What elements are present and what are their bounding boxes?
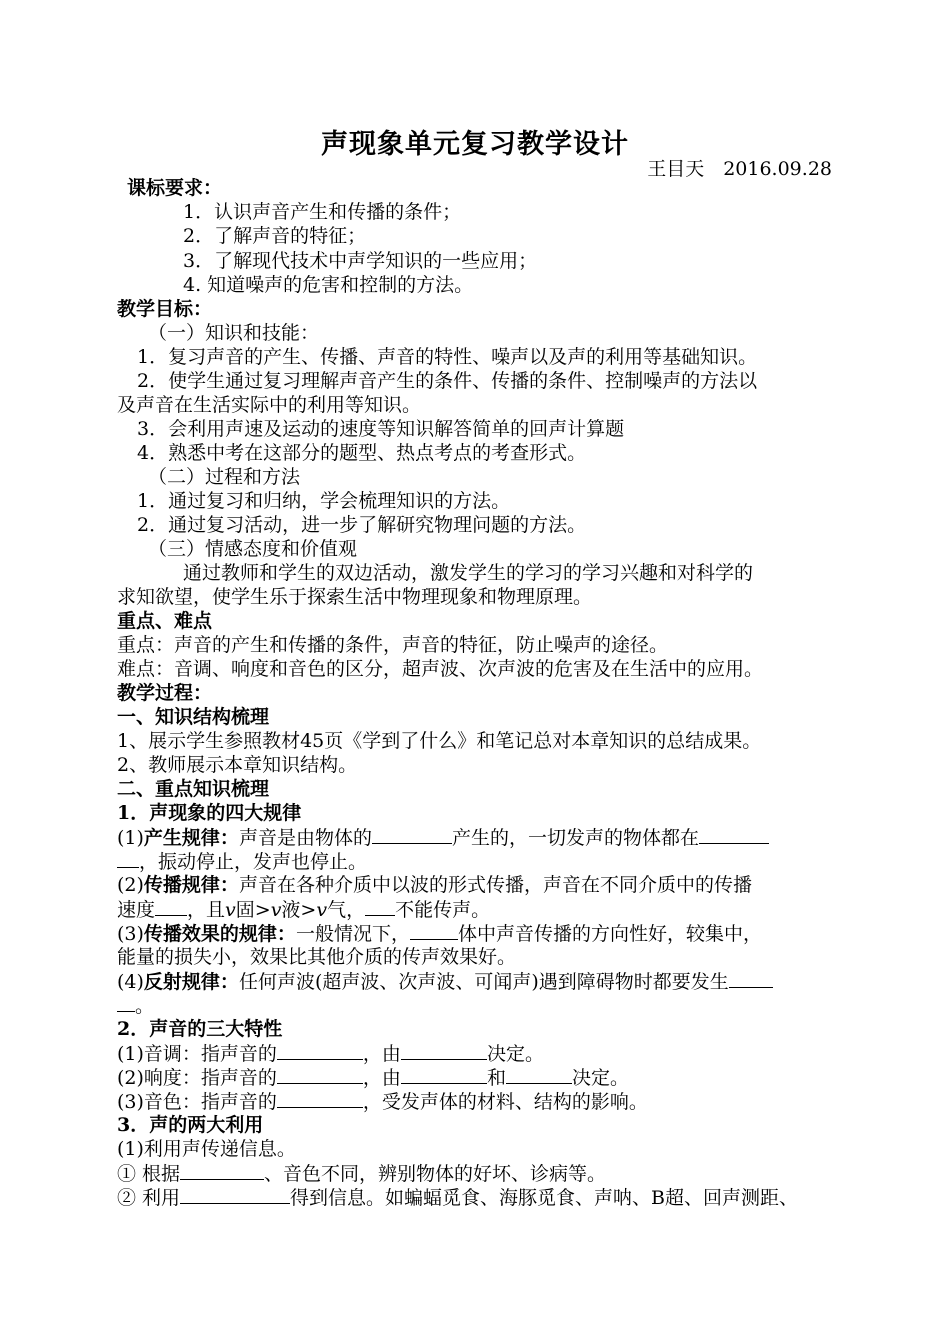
standard-item: 4. 知道噪声的危害和控制的方法。 <box>183 274 474 296</box>
goal-item: 2．通过复习活动，进一步了解研究物理问题的方法。 <box>137 514 587 536</box>
step-item: 2、教师展示本章知识结构。 <box>117 754 358 776</box>
trait-timbre: (3)音色：指声音的 ，受发声体的材料、结构的影响。 <box>117 1091 648 1113</box>
key-point: 重点：声音的产生和传播的条件，声音的特征，防止噪声的途径。 <box>117 634 669 656</box>
keypoints-heading: 重点、难点 <box>117 610 213 632</box>
use-subitem: ① 根据 、音色不同，辨别物体的好坏、诊病等。 <box>117 1163 607 1185</box>
fill-blank[interactable] <box>180 1161 264 1180</box>
fill-blank[interactable] <box>277 1065 363 1084</box>
trait-pitch: (1)音调：指声音的 ，由 决定。 <box>117 1043 544 1065</box>
fill-blank[interactable] <box>699 825 769 844</box>
traits-heading: 2．声音的三大特性 <box>117 1018 283 1040</box>
fill-blank[interactable] <box>410 921 458 940</box>
goal-item: 通过教师和学生的双边活动，激发学生的学习的学习兴趣和对科学的 <box>183 562 754 584</box>
use-subitem: ② 利用 得到信息。如蝙蝠觅食、海豚觅食、声呐、B超、回声测距、 <box>117 1187 799 1209</box>
step-item: 1、展示学生参照教材45页《学到了什么》和笔记总对本章知识的总结成果。 <box>117 730 762 752</box>
uses-heading: 3．声的两大利用 <box>117 1114 264 1136</box>
goals-section: （一）知识和技能： <box>148 322 320 344</box>
goals-section: （二）过程和方法 <box>148 466 301 488</box>
fill-blank[interactable] <box>117 993 135 1012</box>
goal-item-cont: 及声音在生活实际中的利用等知识。 <box>117 394 422 416</box>
standard-item: 3．了解现代技术中声学知识的一些应用； <box>183 250 538 272</box>
goal-item: 1．通过复习和归纳，学会梳理知识的方法。 <box>137 490 511 512</box>
law-reflection-cont: 。 <box>117 993 852 1018</box>
goal-item: 3．会利用声速及运动的速度等知识解答简单的回声计算题 <box>137 418 625 440</box>
goal-item: 2．使学生通过复习理解声音产生的条件、传播的条件、控制噪声的方法以 <box>137 370 758 392</box>
law-effect-cont: 能量的损失小，效果比其他介质的传声效果好。 <box>117 946 517 968</box>
standard-item: 2．了解声音的特征； <box>183 225 367 247</box>
law-effect: (3)传播效果的规律：一般情况下， 体中声音传播的方向性好，较集中， <box>117 923 762 945</box>
fill-blank[interactable] <box>729 969 773 988</box>
goal-item-cont: 求知欲望，使学生乐于探索生活中物理现象和物理原理。 <box>117 586 593 608</box>
law-propagation: (2)传播规律：声音在各种介质中以波的形式传播，声音在不同介质中的传播 <box>117 874 752 896</box>
fill-blank[interactable] <box>277 1041 363 1060</box>
law-production: (1)产生规律：声音是由物体的 产生的，一切发声的物体都在 <box>117 825 852 850</box>
fill-blank[interactable] <box>117 849 139 868</box>
part-heading: 二、重点知识梳理 <box>117 778 270 800</box>
goals-heading: 教学目标： <box>117 298 213 320</box>
use-item: (1)利用声传递信息。 <box>117 1138 296 1160</box>
laws-heading: 1．声现象的四大规律 <box>117 802 302 824</box>
part-heading: 一、知识结构梳理 <box>117 706 270 728</box>
goals-section: （三）情感态度和价值观 <box>148 538 358 560</box>
fill-blank[interactable] <box>277 1089 363 1108</box>
law-reflection: (4)反射规律：任何声波(超声波、次声波、可闻声)遇到障碍物时都要发生 <box>117 969 852 994</box>
fill-blank[interactable] <box>401 1065 487 1084</box>
standard-item: 1．认识声音产生和传播的条件； <box>183 201 462 223</box>
goal-item: 4．熟悉中考在这部分的题型、热点考点的考查形式。 <box>137 442 587 464</box>
fill-blank[interactable] <box>155 897 187 916</box>
law-production-cont: ，振动停止，发声也停止。 <box>117 849 852 874</box>
process-heading: 教学过程： <box>117 682 213 704</box>
fill-blank[interactable] <box>401 1041 487 1060</box>
goal-item: 1．复习声音的产生、传播、声音的特性、噪声以及声的利用等基础知识。 <box>137 346 758 368</box>
fill-blank[interactable] <box>180 1185 290 1204</box>
document-title: 声现象单元复习教学设计 <box>321 129 629 160</box>
fill-blank[interactable] <box>365 897 395 916</box>
trait-loudness: (2)响度：指声音的 ，由 和 决定。 <box>117 1067 629 1089</box>
fill-blank[interactable] <box>372 825 452 844</box>
law-propagation-cont: 速度 ，且v固>v液>v气， 不能传声。 <box>117 899 491 921</box>
fill-blank[interactable] <box>506 1065 572 1084</box>
standards-heading: 课标要求： <box>127 177 223 199</box>
hard-point: 难点：音调、响度和音色的区分，超声波、次声波的危害及在生活中的应用。 <box>117 658 764 680</box>
author-date: 王目天 2016.09.28 <box>647 158 832 180</box>
